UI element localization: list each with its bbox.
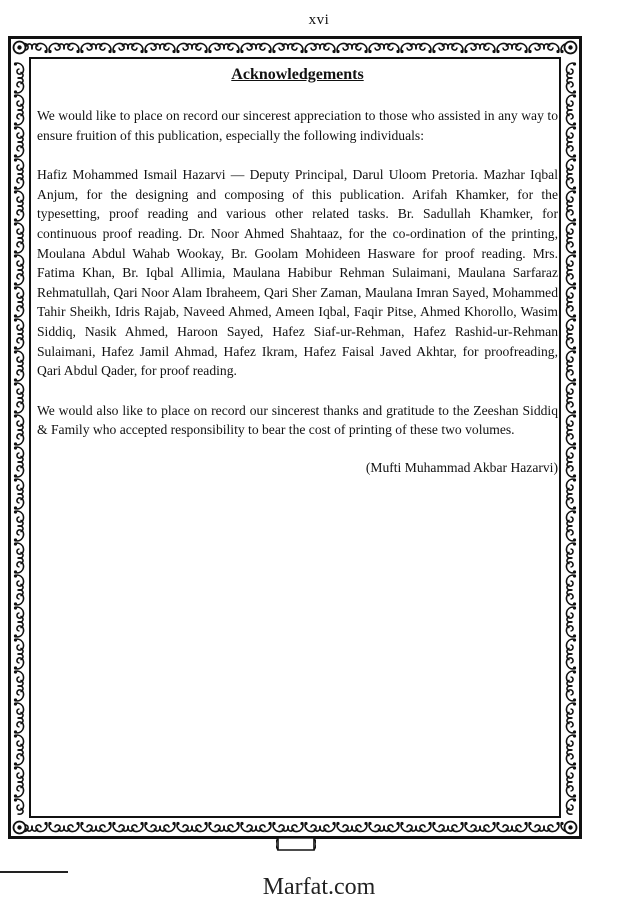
contributors-paragraph: Hafiz Mohammed Ismail Hazarvi — Deputy Principal, Darul Uloom Pretoria. Mazhar Iqbal Anjum, for the designing and composing of this publication. Arifah Khamker, for the typesetting, proof reading and various other related tasks. Br. Sadullah Khamker, for continuous proof reading. Dr. Noor Ahmed Shahtaaz, for the co-ordination of the printing, Moulana Abdul Wahab Wookay, Br. Goolam Mohideen Hasware for proof reading. Mrs. Fatima Khan, Br. Iqbal Allimia, Maulana Habibur Rehman Sulaimani, Maulana Sarfaraz Rehmatullah, Qari Noor Alam Ibraheem, Qari Sher Zaman, Maulana Imran Sayed, Mohammed Tahir Sheikh, Idris Rajab, Naveed Ahmed, Ameen Iqbal, Faqir Pitse, Ahmed Khorollo, Wasim Siddiq, Nasik Ahmed, Haroon Sayed, Hafez Siaf-ur-Rehman, Hafez Rashid-ur-Rehman Sulaimani, Hafez Jamil Ahmad, Hafez Ikram, Hafez Faisal Javed Akhtar, for proofreading, Qari Abdul Qader, for proof reading. [37, 167, 558, 379]
scroll-tab-icon [276, 836, 316, 854]
sponsor-paragraph: We would also like to place on record our sincerest thanks and gratitude to the Zeeshan Siddiq & Family who accepted responsibility to bear the cost of printing of these two volumes. [37, 402, 558, 438]
signature: (Mufti Muhammad Akbar Hazarvi) [365, 459, 558, 475]
intro-paragraph: We would like to place on record our sincerest appreciation to those who assisted in any way to ensure fruition of this publication, especially the following individuals: [37, 108, 558, 143]
scan-artifact-line [0, 871, 68, 873]
watermark: Marfat.com [262, 874, 376, 900]
acknowledgements-section [37, 64, 558, 804]
page-number: xvi [308, 12, 330, 28]
page-title: Acknowledgements [231, 66, 364, 83]
